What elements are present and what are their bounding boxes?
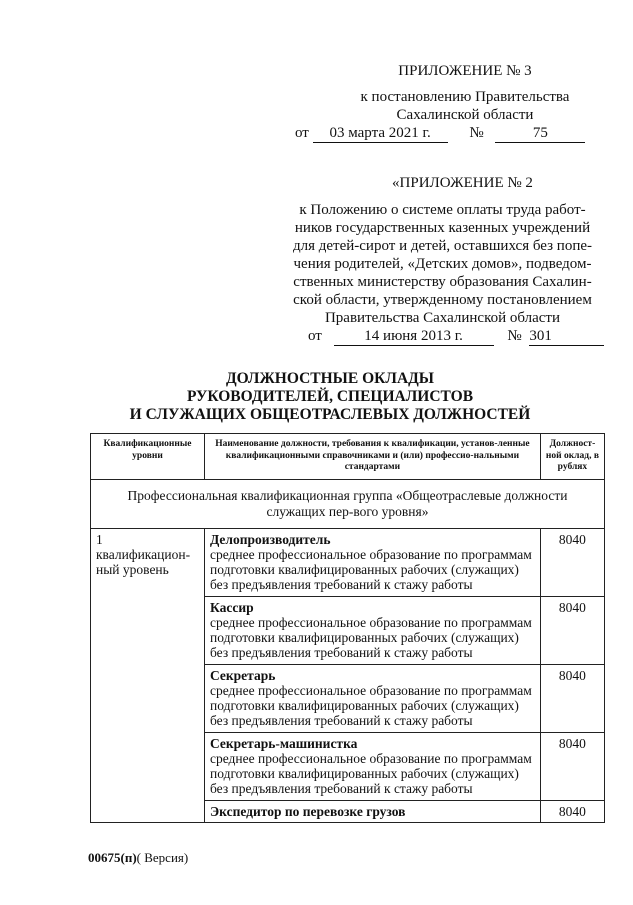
appendix-3-date: 03 марта 2021 г.	[313, 124, 448, 143]
appendix-2-line: чения родителей, «Детских домов», подведом-	[293, 256, 592, 272]
appendix-3-block	[295, 62, 590, 143]
appendix-2-date-row	[308, 327, 595, 346]
header-qualification-levels: Квалификационные уровни	[91, 434, 205, 480]
appendix-3-line2: Сахалинской области	[396, 107, 534, 123]
footer-code: 00675(п)	[88, 850, 137, 865]
title-line3: И СЛУЖАЩИХ ОБЩЕОТРАСЛЕВЫХ ДОЛЖНОСТЕЙ	[129, 406, 531, 423]
header-position-name: Наименование должности, требования к квалификации, установ-ленные квалификационными справочниками и (или) профессио-нальными стандартами	[204, 434, 540, 480]
appendix-2-line: Правительства Сахалинской области	[324, 310, 561, 326]
position-name: Кассир	[209, 599, 254, 615]
appendix-2-block	[290, 174, 595, 346]
salary-value: 8040	[540, 732, 604, 800]
appendix-3-title: ПРИЛОЖЕНИЕ № 3	[398, 63, 532, 79]
appendix-2-date: 14 июня 2013 г.	[334, 327, 494, 346]
footer-version: ( Версия)	[136, 850, 189, 865]
position-requirements: среднее профессиональное образование по программам подготовки квалифицированных рабочих (служащих) без предъявления требований к стажу работы	[209, 614, 532, 660]
appendix-2-line: к Положению о системе оплаты труда работ-	[299, 202, 586, 218]
title-line2: РУКОВОДИТЕЛЕЙ, СПЕЦИАЛИСТОВ	[186, 388, 474, 405]
appendix-3-from-label: от	[295, 125, 309, 141]
qualification-level: 1 квалификацион-ный уровень	[91, 528, 205, 822]
table-header-row	[91, 434, 605, 480]
position-requirements: среднее профессиональное образование по программам подготовки квалифицированных рабочих (служащих) без предъявления требований к стажу работы	[209, 750, 532, 796]
table-row	[91, 528, 605, 596]
appendix-2-line: ственных министерству образования Сахалин-	[293, 274, 592, 290]
salary-value: 8040	[540, 800, 604, 822]
salary-value: 8040	[540, 528, 604, 596]
position-cell	[204, 800, 540, 822]
position-name: Секретарь	[209, 667, 276, 683]
group-title: Профессиональная квалификационная группа «Общеотраслевые должности служащих пер-вого уровня»	[91, 479, 605, 528]
group-row	[91, 479, 605, 528]
position-name: Экспедитор по перевозке грузов	[209, 803, 406, 819]
appendix-2-num-label: №	[507, 328, 522, 344]
appendix-2-text	[290, 201, 595, 327]
appendix-2-number: 301	[529, 327, 604, 346]
position-requirements: среднее профессиональное образование по программам подготовки квалифицированных рабочих (служащих) без предъявления требований к стажу работы	[209, 682, 532, 728]
appendix-3-line1: к постановлению Правительства	[360, 89, 570, 105]
appendix-2-line: ской области, утвержденному постановлением	[293, 292, 592, 308]
appendix-3-number: 75	[495, 124, 585, 143]
position-cell	[204, 596, 540, 664]
appendix-2-line: для детей-сирот и детей, оставшихся без попе-	[292, 238, 592, 254]
appendix-2-title: «ПРИЛОЖЕНИЕ № 2	[392, 175, 533, 191]
appendix-2-from-label: от	[308, 328, 322, 344]
appendix-3-num-label: №	[469, 125, 484, 141]
salary-value: 8040	[540, 596, 604, 664]
appendix-3-date-row	[295, 124, 590, 143]
title-line1: ДОЛЖНОСТНЫЕ ОКЛАДЫ	[225, 370, 435, 387]
header-salary: Должност-ной оклад, в рублях	[540, 434, 604, 480]
position-cell	[204, 528, 540, 596]
salary-table	[90, 433, 605, 823]
footer	[88, 850, 188, 866]
document-title	[80, 370, 580, 424]
position-name: Делопроизводитель	[209, 531, 331, 547]
position-cell	[204, 664, 540, 732]
position-requirements: среднее профессиональное образование по программам подготовки квалифицированных рабочих (служащих) без предъявления требований к стажу работы	[209, 546, 532, 592]
salary-value: 8040	[540, 664, 604, 732]
position-cell	[204, 732, 540, 800]
position-name: Секретарь-машинистка	[209, 735, 358, 751]
appendix-2-line: ников государственных казенных учреждений	[294, 220, 591, 236]
